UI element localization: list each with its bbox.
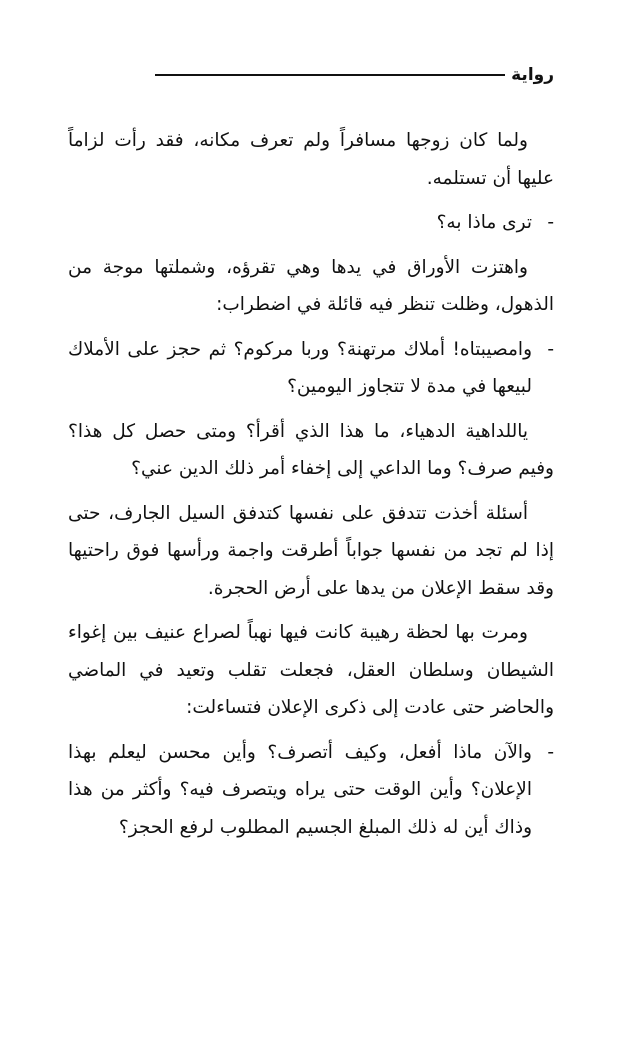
header-rule <box>155 74 505 76</box>
dialogue-text: وامصيبتاه! أملاك مرتهنة؟ وربا مركوم؟ ثم حجز على الأملاك لبيعها في مدة لا تتجاوز اليومين؟ <box>68 338 532 397</box>
paragraph: أسئلة أخذت تتدفق على نفسها كتدفق السيل الجارف، حتى إذا لم تجد من نفسها جواباً أطرقت واجمة ورأسها فوق راحتيها وقد سقط الإعلان من يدها على أرض الحجرة. <box>68 502 554 599</box>
dialogue-line <box>68 204 554 242</box>
dialogue-dash: - <box>547 212 554 233</box>
dialogue-text: ترى ماذا به؟ <box>436 212 532 233</box>
paragraph: ولما كان زوجها مسافراً ولم تعرف مكانه، فقد رأت لزاماً عليها أن تستلمه. <box>68 130 554 189</box>
dialogue-line <box>68 331 554 406</box>
paragraph: ياللداهية الدهياء، ما هذا الذي أقرأ؟ ومتى حصل كل هذا؟ وفيم صرف؟ وما الداعي إلى إخفاء أمر ذلك الدين عني؟ <box>68 420 554 479</box>
running-header <box>68 58 554 92</box>
book-page <box>68 58 554 853</box>
dialogue-dash: - <box>547 338 554 360</box>
dialogue-line <box>68 734 554 847</box>
paragraph: واهتزت الأوراق في يدها وهي تقرؤه، وشملتها موجة من الذهول، وظلت تنظر فيه قائلة في اضطراب: <box>68 256 554 315</box>
page-body <box>68 122 554 846</box>
running-header-label: رواية <box>511 65 554 85</box>
dialogue-dash: - <box>547 741 554 763</box>
dialogue-text: والآن ماذا أفعل، وكيف أتصرف؟ وأين محسن ليعلم بهذا الإعلان؟ وأين الوقت حتى يراه ويتصرف فيه؟ وأكثر من هذا وذاك أين له ذلك المبلغ الجسيم المطلوب لرفع الحجز؟ <box>68 741 532 838</box>
paragraph: ومرت بها لحظة رهيبة كانت فيها نهباً لصراع عنيف بين إغواء الشيطان وسلطان العقل، فجعلت تقلب وتعيد في الماضي والحاضر حتى عادت إلى ذكرى الإعلان فتساءلت: <box>68 622 554 718</box>
